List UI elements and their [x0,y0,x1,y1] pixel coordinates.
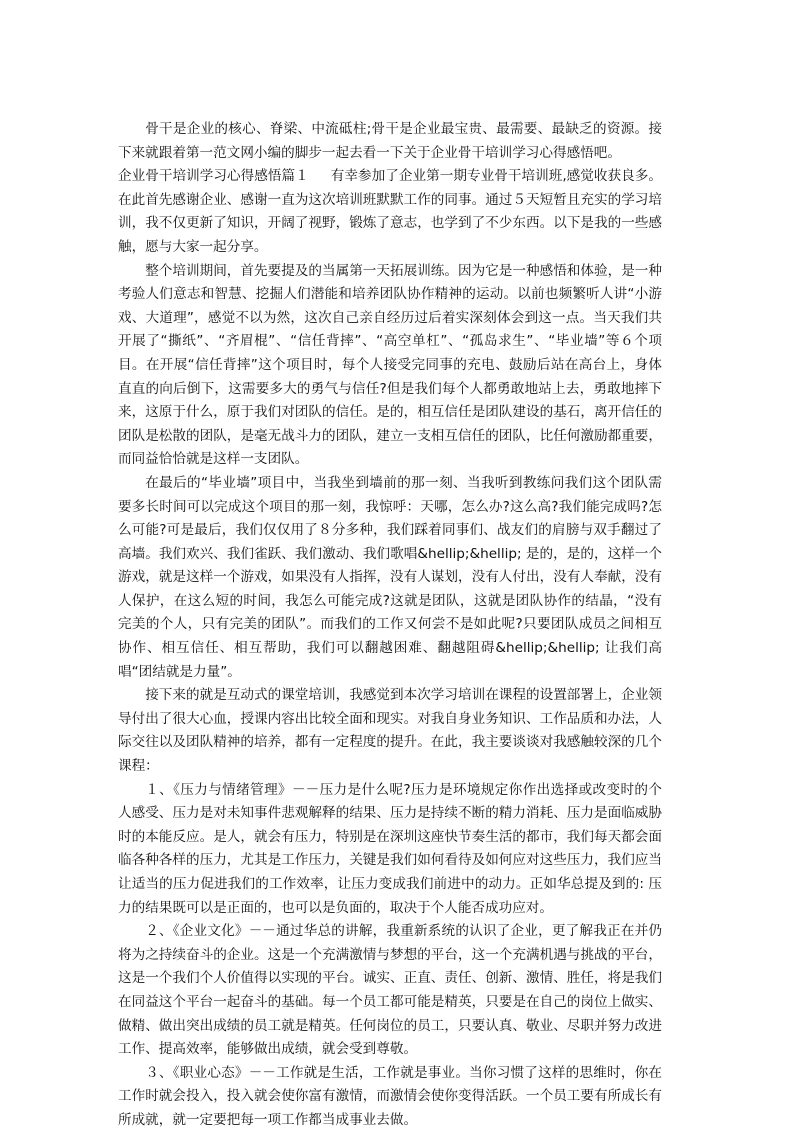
course-item-paragraph: ３、《职业心态》－－工作就是生活，工作就是事业。当你习惯了这样的思维时，你在工作时就会投入，投入就会使你富有激情，而激情会使你变得活跃。一个员工要有所成长有所成就，就一定要把每一项工作都当成事业去做。 [118,1064,662,1128]
body-paragraph: 整个培训期间，首先要提及的当属第一天拓展训练。因为它是一种感悟和体验，是一种考验人们意志和智慧、挖掘人们潜能和培养团队协作精神的运动。以前也频繁听人讲“小游戏、大道理”，感觉不以为然，这次自己亲自经历过后着实深刻体会到这一点。当天我们共开展了“撕纸”、“齐眉棍”、“信任背摔”、“高空单杠”、“孤岛求生”、“毕业墙”等６个项目。在开展“信任背摔”这个项目时，每个人接受完同事的充电、鼓励后站在高台上，身体直直的向后倒下，这需要多大的勇气与信任?但是我们每个人都勇敢地站上去，勇敢地摔下来，这原于什么，原于我们对团队的信任。是的，相互信任是团队建设的基石，离开信任的团队是松散的团队，是毫无战斗力的团队，建立一支相互信任的团队，比任何激励都重要，而同益恰恰就是这样一支团队。 [118,262,662,468]
body-paragraph: 接下来的就是互动式的课堂培训，我感觉到本次学习培训在课程的设置部署上，企业领导付出了很大心血，授课内容出比较全面和现实。对我自身业务知识、工作品质和办法，人际交往以及团队精神的培养，都有一定程度的提升。在此，我主要谈谈对我感触较深的几个课程： [118,687,662,775]
intro-paragraph: 骨干是企业的核心、脊梁、中流砥柱;骨干是企业最宝贵、最需要、最缺乏的资源。接下来就跟着第一范文网小编的脚步一起去看一下关于企业骨干培训学习心得感悟吧。 [118,121,662,161]
section-lead-text: 有幸参加了企业第一期专业骨干培训班,感觉收获良多。在此首先感谢企业、感谢一直为这次培训班默默工作的同事。通过５天短暂且充实的学习培训，我不仅更新了知识，开阔了视野，锻炼了意志，也学到了不少东西。以下是我的一些感触，愿与大家一起分享。 [118,168,662,255]
section-lead-paragraph [118,165,662,259]
document-page [118,118,662,1133]
body-paragraph: 在最后的“毕业墙”项目中，当我坐到墙前的那一刻、当我听到教练问我们这个团队需要多长时间可以完成这个项目的那一刻，我惊呼：天哪，怎么办?这么高?我们能完成吗?怎么可能?可是最后，我们仅仅用了８分多种，我们踩着同事们、战友们的肩膀与双手翻过了高墙。我们欢兴、我们雀跃、我们激动、我们歌唱&hellip;&hellip; 是的，是的，这样一个游戏，就是这样一个游戏，如果没有人指挥，没有人谋划，没有人付出，没有人奉献，没有人保护，在这么短的时间，我怎么可能完成?这就是团队，这就是团队协作的结晶，“没有完美的个人，只有完美的团队”。而我们的工作又何尝不是如此呢?只要团队成员之间相互协作、相互信任、相互帮助，我们可以翻越困难、翻越阻碍&hellip;&hellip; 让我们高唱“团结就是力量”。 [118,474,662,680]
course-item-paragraph: １、《压力与情绪管理》－－压力是什么呢?压力是环境规定你作出选择或改变时的个人感受、压力是对未知事件悲观解释的结果、压力是持续不断的精力消耗、压力是面临威胁时的本能反应。是人，就会有压力，特别是在深圳这座快节奏生活的都市，我们每天都会面临各种各样的压力，尤其是工作压力，关键是我们如何看待及如何应对这些压力，我们应当让适当的压力促进我们的工作效率，让压力变成我们前进中的动力。正如华总提及到的: 压力的结果既可以是正面的，也可以是负面的，取决于个人能否成功应对。 [118,781,662,916]
section-title: 企业骨干培训学习心得感悟篇１ [118,168,309,185]
course-item-paragraph: ２、《企业文化》－－通过华总的讲解，我重新系统的认识了企业，更了解我正在并仍将为之持续奋斗的企业。这是一个充满激情与梦想的平台，这一个充满机遇与挑战的平台，这是一个我们个人价值得以实现的平台。诚实、正直、责任、创新、激情、胜任，将是我们在同益这个平台一起奋斗的基础。每一个员工都可能是精英，只要是在自己的岗位上做实、做精、做出突出成绩的员工就是精英。任何岗位的员工，只要认真、敬业、尽职并努力改进工作、提高效率，能够做出成绩，就会受到尊敬。 [118,923,662,1058]
